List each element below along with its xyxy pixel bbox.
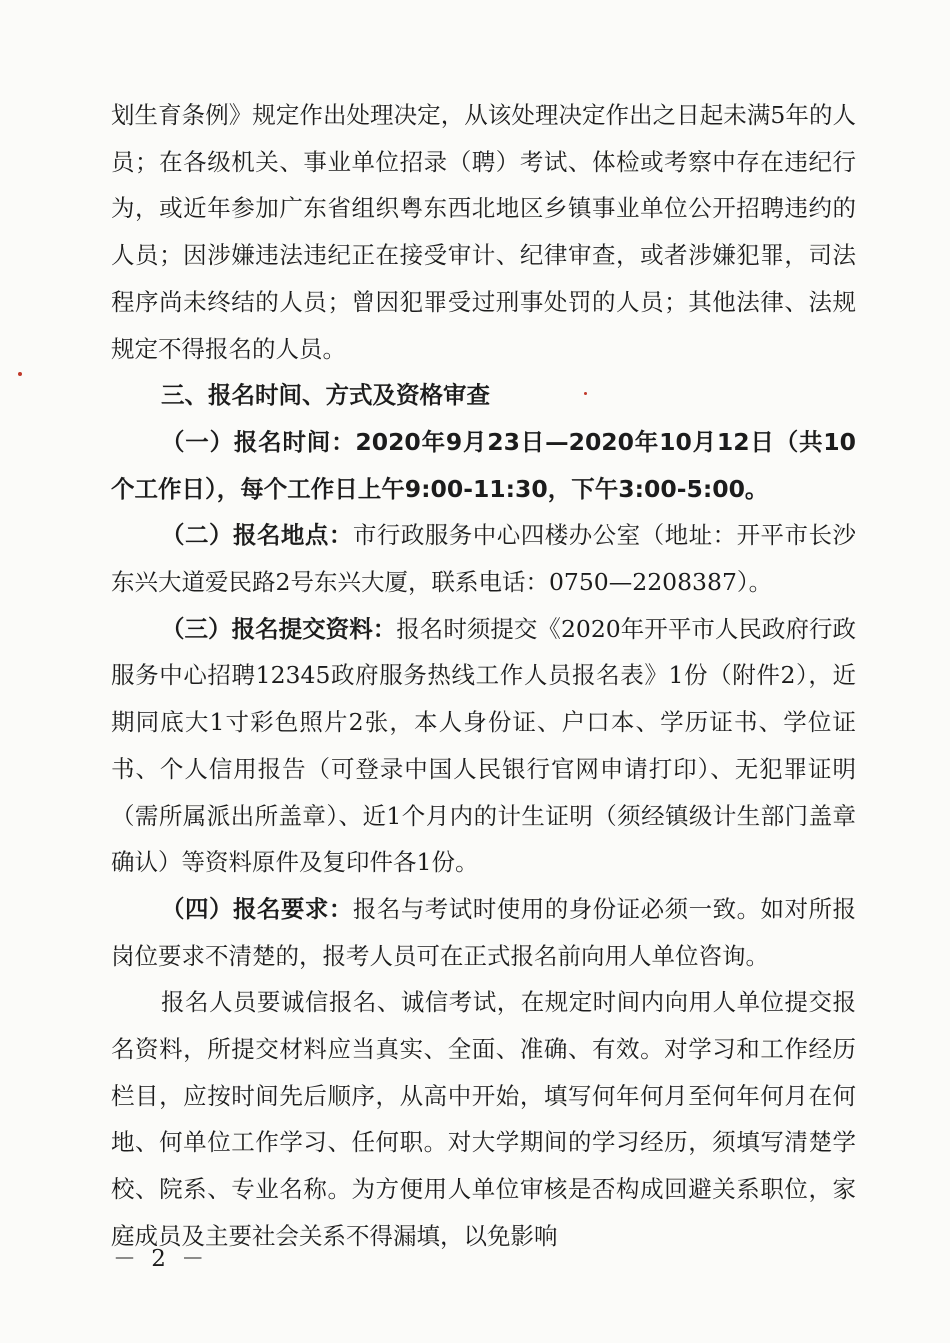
scan-speck [18, 372, 22, 376]
paragraph-continuation: 划生育条例》规定作出处理决定，从该处理决定作出之日起未满5年的人员；在各级机关、事业单位招录（聘）考试、体检或考察中存在违纪行为，或近年参加广东省组织粤东西北地区乡镇事业单位公开招聘违约的人员；因涉嫌违法违纪正在接受审计、纪律审查，或者涉嫌犯罪，司法程序尚未终结的人员；曾因犯罪受过刑事处罚的人员；其他法律、法规规定不得报名的人员。 [111, 101, 856, 363]
label-registration-materials: （三）报名提交资料： [161, 614, 397, 643]
text-registration-location: 市行政服务中心四楼办公室（地址：开平市长沙东兴大道爱民路2号东兴大厦，联系电话：0750—2208387）。 [111, 521, 857, 597]
paragraph-integrity: 报名人员要诚信报名、诚信考试，在规定时间内向用人单位提交报名资料，所提交材料应当真实、全面、准确、有效。对学习和工作经历栏目，应按时间先后顺序，从高中开始，填写何年何月至何年何月在何地、何单位工作学习、任何职。对大学期间的学习经历，须填写清楚学校、院系、专业名称。为方便用人单位审核是否构成回避关系职位，家庭成员及主要社会关系不得漏填，以免影响 [111, 988, 856, 1250]
section-heading-3: 三、报名时间、方式及资格审查 [161, 381, 490, 410]
paragraph-registration-time: （一）报名时间：2020年9月23日—2020年10月12日（共10个工作日），每个工作日上午9:00-11:30，下午3:00-5:00。 [111, 427, 856, 503]
paragraph-registration-location [111, 512, 856, 605]
label-registration-requirements: （四）报名要求： [161, 894, 353, 923]
label-registration-location: （二）报名地点： [161, 521, 353, 550]
paragraph-registration-materials [111, 606, 856, 886]
text-registration-materials: 报名时须提交《2020年开平市人民政府行政服务中心招聘12345政府服务热线工作人员报名表》1份（附件2），近期同底大1寸彩色照片2张，本人身份证、户口本、学历证书、学位证书、个人信用报告（可登录中国人民银行官网申请打印）、无犯罪证明（需所属派出所盖章）、近1个月内的计生证明（须经镇级计生部门盖章确认）等资料原件及复印件各1份。 [111, 614, 857, 877]
scan-speck [584, 392, 587, 395]
text-registration-requirements: 报名与考试时使用的身份证必须一致。如对所报岗位要求不清楚的，报考人员可在正式报名前向用人单位咨询。 [111, 894, 857, 970]
document-body [111, 92, 856, 1260]
page-number: － 2 － [113, 1246, 209, 1272]
paragraph-registration-requirements [111, 886, 856, 979]
